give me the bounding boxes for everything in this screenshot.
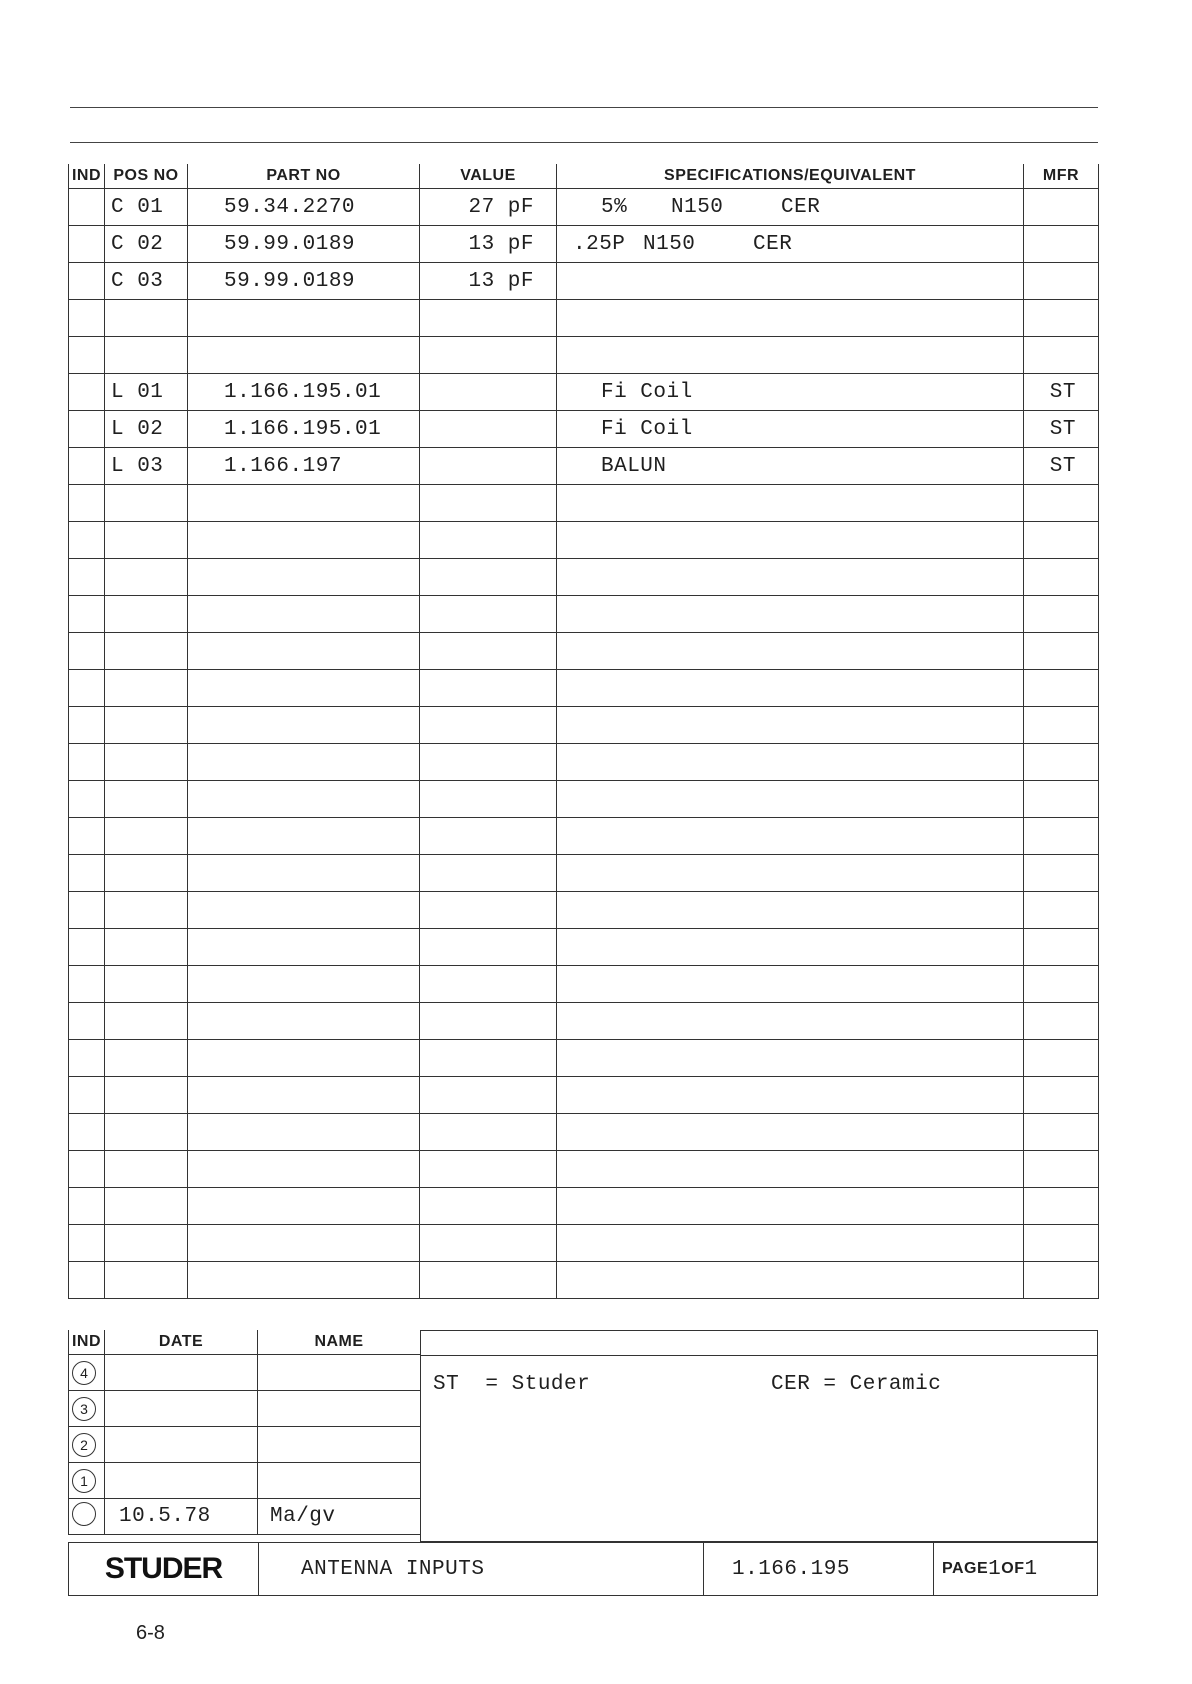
cell-pos-no <box>105 818 188 855</box>
revision-index-circle: 1 <box>72 1469 96 1493</box>
cell-mfr <box>1024 1151 1099 1188</box>
cell-pos-no <box>105 781 188 818</box>
table-row <box>69 337 1099 374</box>
rev-cell-ind <box>69 1427 105 1463</box>
cell-value <box>420 1188 557 1225</box>
of-label: OF <box>1001 1560 1025 1577</box>
table-row <box>69 966 1099 1003</box>
cell-spec <box>557 522 1024 559</box>
cell-spec <box>557 1040 1024 1077</box>
studer-logo: STUDER <box>69 1543 259 1595</box>
cell-mfr: ST <box>1024 374 1099 411</box>
spec-part: CER <box>781 195 821 219</box>
header-value: VALUE <box>420 164 557 189</box>
spec-part: 5% <box>601 195 628 219</box>
cell-mfr <box>1024 855 1099 892</box>
cell-value <box>420 855 557 892</box>
cell-spec <box>557 337 1024 374</box>
cell-mfr <box>1024 707 1099 744</box>
table-row <box>69 1188 1099 1225</box>
cell-ind <box>69 189 105 226</box>
cell-ind <box>69 1040 105 1077</box>
cell-part-no: 59.34.2270 <box>188 189 420 226</box>
cell-part-no <box>188 559 420 596</box>
table-row <box>69 189 1099 226</box>
cell-value <box>420 1114 557 1151</box>
legend-header <box>421 1331 1097 1356</box>
cell-ind <box>69 670 105 707</box>
cell-value <box>420 448 557 485</box>
cell-value <box>420 1262 557 1299</box>
cell-value: 13 pF <box>420 263 557 300</box>
cell-spec <box>557 1077 1024 1114</box>
footer-page-number: 6-8 <box>136 1622 165 1644</box>
cell-mfr <box>1024 485 1099 522</box>
cell-spec <box>557 300 1024 337</box>
cell-part-no: 1.166.195.01 <box>188 374 420 411</box>
table-row <box>69 559 1099 596</box>
header-part-no: PART NO <box>188 164 420 189</box>
rev-cell-name <box>258 1391 421 1427</box>
cell-spec <box>557 374 1024 411</box>
cell-value <box>420 559 557 596</box>
top-rule-1 <box>70 107 1098 108</box>
rev-cell-ind <box>69 1355 105 1391</box>
legend-box <box>420 1330 1098 1542</box>
cell-part-no <box>188 337 420 374</box>
table-row <box>69 263 1099 300</box>
spec-part: BALUN <box>601 454 667 478</box>
cell-value <box>420 892 557 929</box>
table-row <box>69 929 1099 966</box>
cell-pos-no <box>105 1003 188 1040</box>
table-row <box>69 226 1099 263</box>
rev-cell-name <box>258 1427 421 1463</box>
cell-spec <box>557 226 1024 263</box>
rev-cell-date: 10.5.78 <box>105 1499 258 1535</box>
revision-row <box>69 1355 421 1391</box>
cell-part-no <box>188 892 420 929</box>
cell-mfr <box>1024 1225 1099 1262</box>
cell-value: 27 pF <box>420 189 557 226</box>
cell-part-no <box>188 781 420 818</box>
rev-header-name: NAME <box>258 1330 421 1355</box>
revision-index-circle: 2 <box>72 1433 96 1457</box>
cell-ind <box>69 1077 105 1114</box>
cell-spec <box>557 485 1024 522</box>
cell-part-no: 1.166.197 <box>188 448 420 485</box>
cell-ind <box>69 1225 105 1262</box>
cell-spec <box>557 633 1024 670</box>
cell-pos-no: L 01 <box>105 374 188 411</box>
rev-cell-date <box>105 1427 258 1463</box>
cell-ind <box>69 1151 105 1188</box>
cell-spec <box>557 1151 1024 1188</box>
title-block <box>68 1542 1098 1596</box>
cell-spec <box>557 189 1024 226</box>
cell-spec <box>557 1003 1024 1040</box>
cell-mfr <box>1024 1188 1099 1225</box>
cell-value <box>420 744 557 781</box>
cell-spec <box>557 1188 1024 1225</box>
cell-spec <box>557 855 1024 892</box>
cell-value <box>420 781 557 818</box>
cell-ind <box>69 1188 105 1225</box>
cell-part-no <box>188 1151 420 1188</box>
cell-spec <box>557 411 1024 448</box>
cell-value <box>420 818 557 855</box>
cell-part-no: 59.99.0189 <box>188 263 420 300</box>
cell-mfr <box>1024 300 1099 337</box>
cell-part-no <box>188 818 420 855</box>
cell-mfr <box>1024 670 1099 707</box>
legend-st: ST = Studer <box>433 1373 591 1396</box>
cell-mfr: ST <box>1024 411 1099 448</box>
cell-spec <box>557 966 1024 1003</box>
cell-spec <box>557 596 1024 633</box>
cell-value <box>420 300 557 337</box>
cell-part-no <box>188 1003 420 1040</box>
cell-mfr <box>1024 1003 1099 1040</box>
page-label: PAGE <box>942 1560 989 1577</box>
cell-ind <box>69 818 105 855</box>
page-indicator <box>934 1543 1097 1595</box>
cell-mfr <box>1024 929 1099 966</box>
cell-ind <box>69 633 105 670</box>
revision-table <box>68 1330 421 1535</box>
cell-ind <box>69 300 105 337</box>
cell-part-no <box>188 744 420 781</box>
cell-value: 13 pF <box>420 226 557 263</box>
revision-index-circle <box>72 1502 96 1526</box>
cell-part-no <box>188 707 420 744</box>
table-row <box>69 707 1099 744</box>
cell-pos-no <box>105 559 188 596</box>
cell-spec <box>557 707 1024 744</box>
spec-part: .25P <box>573 232 626 256</box>
cell-spec <box>557 263 1024 300</box>
cell-value <box>420 707 557 744</box>
cell-mfr <box>1024 226 1099 263</box>
cell-ind <box>69 744 105 781</box>
cell-part-no <box>188 1077 420 1114</box>
cell-pos-no <box>105 1114 188 1151</box>
cell-ind <box>69 522 105 559</box>
cell-mfr <box>1024 1040 1099 1077</box>
table-row <box>69 1003 1099 1040</box>
cell-ind <box>69 263 105 300</box>
cell-value <box>420 337 557 374</box>
cell-part-no <box>188 633 420 670</box>
cell-part-no <box>188 1225 420 1262</box>
table-row <box>69 1040 1099 1077</box>
cell-value <box>420 1003 557 1040</box>
table-row <box>69 374 1099 411</box>
revision-row <box>69 1499 421 1535</box>
table-row <box>69 1151 1099 1188</box>
cell-spec <box>557 781 1024 818</box>
table-row <box>69 670 1099 707</box>
cell-pos-no <box>105 300 188 337</box>
rev-cell-date <box>105 1463 258 1499</box>
cell-pos-no <box>105 929 188 966</box>
cell-spec <box>557 670 1024 707</box>
cell-mfr <box>1024 1262 1099 1299</box>
cell-ind <box>69 1003 105 1040</box>
rev-cell-name <box>258 1463 421 1499</box>
cell-mfr <box>1024 337 1099 374</box>
legend-cer: CER = Ceramic <box>771 1373 942 1396</box>
rev-cell-name <box>258 1355 421 1391</box>
cell-mfr: ST <box>1024 448 1099 485</box>
header-pos-no: POS NO <box>105 164 188 189</box>
cell-mfr <box>1024 892 1099 929</box>
cell-spec <box>557 1225 1024 1262</box>
cell-value <box>420 670 557 707</box>
cell-part-no <box>188 855 420 892</box>
cell-pos-no: C 03 <box>105 263 188 300</box>
cell-ind <box>69 781 105 818</box>
cell-pos-no <box>105 337 188 374</box>
cell-spec <box>557 1262 1024 1299</box>
cell-mfr <box>1024 596 1099 633</box>
rev-cell-date <box>105 1391 258 1427</box>
header-ind: IND <box>69 164 105 189</box>
spec-part: CER <box>753 232 793 256</box>
cell-pos-no <box>105 596 188 633</box>
cell-pos-no <box>105 966 188 1003</box>
cell-ind <box>69 485 105 522</box>
revision-row <box>69 1391 421 1427</box>
cell-ind <box>69 374 105 411</box>
table-row <box>69 485 1099 522</box>
cell-mfr <box>1024 263 1099 300</box>
cell-part-no <box>188 1040 420 1077</box>
cell-pos-no <box>105 1077 188 1114</box>
cell-mfr <box>1024 1077 1099 1114</box>
table-row <box>69 1225 1099 1262</box>
cell-part-no <box>188 1262 420 1299</box>
table-row <box>69 892 1099 929</box>
cell-pos-no <box>105 707 188 744</box>
revision-row <box>69 1427 421 1463</box>
table-row <box>69 300 1099 337</box>
cell-ind <box>69 966 105 1003</box>
cell-value <box>420 633 557 670</box>
cell-spec <box>557 559 1024 596</box>
table-row <box>69 1077 1099 1114</box>
cell-value <box>420 1151 557 1188</box>
revision-index-circle: 3 <box>72 1397 96 1421</box>
cell-pos-no <box>105 485 188 522</box>
cell-mfr <box>1024 633 1099 670</box>
table-row <box>69 818 1099 855</box>
cell-pos-no: L 03 <box>105 448 188 485</box>
cell-pos-no <box>105 855 188 892</box>
cell-mfr <box>1024 744 1099 781</box>
cell-part-no <box>188 485 420 522</box>
cell-spec <box>557 929 1024 966</box>
rev-header-date: DATE <box>105 1330 258 1355</box>
cell-ind <box>69 707 105 744</box>
cell-mfr <box>1024 522 1099 559</box>
table-row <box>69 522 1099 559</box>
cell-mfr <box>1024 818 1099 855</box>
cell-pos-no <box>105 744 188 781</box>
spec-part: N150 <box>671 195 724 219</box>
table-row <box>69 1114 1099 1151</box>
rev-cell-ind <box>69 1391 105 1427</box>
revision-index-circle: 4 <box>72 1361 96 1385</box>
doc-title: ANTENNA INPUTS <box>259 1543 704 1595</box>
cell-pos-no: C 01 <box>105 189 188 226</box>
cell-value <box>420 485 557 522</box>
cell-part-no: 59.99.0189 <box>188 226 420 263</box>
cell-value <box>420 966 557 1003</box>
rev-cell-date <box>105 1355 258 1391</box>
page-total: 1 <box>1024 1557 1038 1581</box>
cell-spec <box>557 744 1024 781</box>
cell-mfr <box>1024 559 1099 596</box>
table-row <box>69 596 1099 633</box>
cell-ind <box>69 1262 105 1299</box>
parts-list-body <box>69 189 1099 1299</box>
cell-ind <box>69 559 105 596</box>
cell-mfr <box>1024 781 1099 818</box>
table-row <box>69 448 1099 485</box>
cell-mfr <box>1024 966 1099 1003</box>
table-row <box>69 633 1099 670</box>
cell-value <box>420 1040 557 1077</box>
rev-header-ind: IND <box>69 1330 105 1355</box>
cell-part-no <box>188 596 420 633</box>
parts-list-table <box>68 164 1099 1299</box>
cell-value <box>420 1077 557 1114</box>
cell-pos-no <box>105 633 188 670</box>
table-row <box>69 855 1099 892</box>
cell-part-no <box>188 966 420 1003</box>
cell-part-no <box>188 929 420 966</box>
page-num: 1 <box>988 1557 1002 1581</box>
cell-value <box>420 596 557 633</box>
cell-ind <box>69 226 105 263</box>
table-row <box>69 744 1099 781</box>
rev-cell-ind <box>69 1463 105 1499</box>
cell-pos-no <box>105 1188 188 1225</box>
cell-part-no <box>188 522 420 559</box>
cell-pos-no <box>105 522 188 559</box>
top-rule-2 <box>70 142 1098 143</box>
cell-ind <box>69 892 105 929</box>
cell-pos-no: C 02 <box>105 226 188 263</box>
cell-part-no: 1.166.195.01 <box>188 411 420 448</box>
spec-part: Fi Coil <box>601 380 693 404</box>
spec-part: Fi Coil <box>601 417 693 441</box>
cell-mfr <box>1024 1114 1099 1151</box>
cell-pos-no <box>105 670 188 707</box>
cell-value <box>420 411 557 448</box>
cell-value <box>420 929 557 966</box>
cell-part-no <box>188 1114 420 1151</box>
cell-pos-no <box>105 1040 188 1077</box>
cell-pos-no <box>105 1151 188 1188</box>
cell-spec <box>557 1114 1024 1151</box>
table-row <box>69 781 1099 818</box>
cell-pos-no: L 02 <box>105 411 188 448</box>
cell-spec <box>557 892 1024 929</box>
cell-part-no <box>188 300 420 337</box>
cell-pos-no <box>105 892 188 929</box>
cell-part-no <box>188 670 420 707</box>
cell-value <box>420 374 557 411</box>
table-row <box>69 1262 1099 1299</box>
cell-spec <box>557 818 1024 855</box>
cell-ind <box>69 448 105 485</box>
cell-spec <box>557 448 1024 485</box>
cell-pos-no <box>105 1262 188 1299</box>
cell-part-no <box>188 1188 420 1225</box>
cell-ind <box>69 929 105 966</box>
rev-cell-name: Ma/gv <box>258 1499 421 1535</box>
doc-number: 1.166.195 <box>704 1543 934 1595</box>
cell-ind <box>69 596 105 633</box>
cell-ind <box>69 855 105 892</box>
revision-row <box>69 1463 421 1499</box>
cell-value <box>420 1225 557 1262</box>
cell-pos-no <box>105 1225 188 1262</box>
table-row <box>69 411 1099 448</box>
cell-value <box>420 522 557 559</box>
rev-cell-ind <box>69 1499 105 1535</box>
revision-body <box>69 1355 421 1535</box>
cell-mfr <box>1024 189 1099 226</box>
cell-ind <box>69 411 105 448</box>
header-mfr: MFR <box>1024 164 1099 189</box>
spec-part: N150 <box>643 232 696 256</box>
cell-ind <box>69 1114 105 1151</box>
cell-ind <box>69 337 105 374</box>
header-spec: SPECIFICATIONS/EQUIVALENT <box>557 164 1024 189</box>
